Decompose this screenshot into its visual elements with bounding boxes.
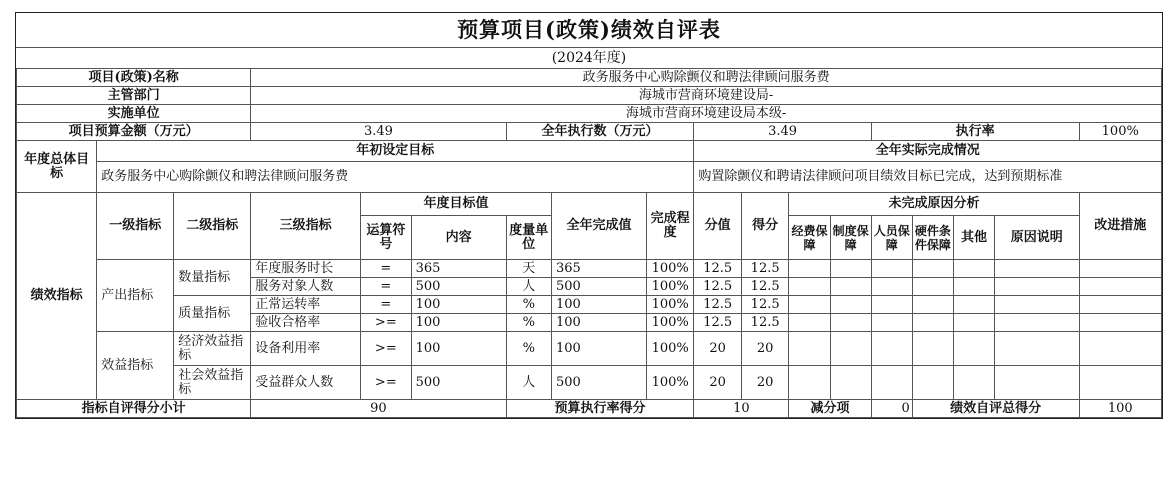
indicator-value: 365 — [551, 260, 646, 278]
level2-header: 二级指标 — [174, 193, 251, 260]
indicator-got: 12.5 — [741, 260, 788, 278]
indicator-content: 500 — [411, 366, 506, 400]
budget-value: 3.49 — [251, 123, 506, 141]
score-header: 分值 — [694, 193, 741, 260]
annual-goal-label: 年度总体目标 — [17, 141, 97, 193]
budget-score-value: 10 — [694, 400, 789, 418]
indicator-operator: = — [361, 296, 412, 314]
hardware-header: 硬件条件保障 — [912, 216, 953, 260]
indicator-got: 12.5 — [741, 296, 788, 314]
system-header: 制度保障 — [830, 216, 871, 260]
indicator-operator: >= — [361, 332, 412, 366]
annual-target-header: 年度目标值 — [361, 193, 552, 216]
evaluation-form — [15, 12, 1163, 419]
got-header: 得分 — [741, 193, 788, 260]
total-value: 100 — [1079, 400, 1162, 418]
indicator-operator: = — [361, 260, 412, 278]
annual-value-header: 全年完成值 — [551, 193, 646, 260]
indicator-score: 20 — [694, 332, 741, 366]
indicator-operator: = — [361, 278, 412, 296]
indicator-completion: 100% — [646, 366, 693, 400]
funding-header: 经费保障 — [789, 216, 830, 260]
indicator-value: 500 — [551, 366, 646, 400]
indicator-content: 100 — [411, 296, 506, 314]
level3-header: 三级指标 — [251, 193, 361, 260]
staff-header: 人员保障 — [871, 216, 912, 260]
operator-header: 运算符号 — [361, 216, 412, 260]
initial-goal-text: 政务服务中心购除颤仪和聘法律顾问服务费 — [97, 162, 694, 193]
indicator-score: 12.5 — [694, 278, 741, 296]
unit-label: 实施单位 — [17, 105, 251, 123]
deduct-label: 减分项 — [789, 400, 871, 418]
total-label: 绩效自评总得分 — [912, 400, 1079, 418]
indicator-content: 100 — [411, 314, 506, 332]
level1-header: 一级指标 — [97, 193, 174, 260]
project-name-label: 项目(政策)名称 — [17, 69, 251, 87]
rate-label: 执行率 — [871, 123, 1079, 141]
indicator-unit: 人 — [506, 278, 551, 296]
indicator-score: 20 — [694, 366, 741, 400]
budget-label: 项目预算金额（万元） — [17, 123, 251, 141]
indicator-name: 设备利用率 — [251, 332, 361, 366]
exec-value: 3.49 — [694, 123, 871, 141]
indicator-value: 500 — [551, 278, 646, 296]
dept-value: 海城市营商环境建设局- — [251, 87, 1162, 105]
rate-value: 100% — [1079, 123, 1162, 141]
group-economic: 经济效益指标 — [174, 332, 251, 366]
subtotal-label: 指标自评得分小计 — [17, 400, 251, 418]
indicator-completion: 100% — [646, 296, 693, 314]
project-name-value: 政务服务中心购除颤仪和聘法律顾问服务费 — [251, 69, 1162, 87]
budget-score-label: 预算执行率得分 — [506, 400, 694, 418]
content-header: 内容 — [411, 216, 506, 260]
indicator-value: 100 — [551, 296, 646, 314]
indicator-operator: >= — [361, 366, 412, 400]
indicator-completion: 100% — [646, 332, 693, 366]
actual-goal-text: 购置除颤仪和聘请法律顾问项目绩效目标已完成，达到预期标准 — [694, 162, 1162, 193]
indicator-name: 服务对象人数 — [251, 278, 361, 296]
indicator-value: 100 — [551, 314, 646, 332]
indicator-content: 100 — [411, 332, 506, 366]
indicator-unit: 人 — [506, 366, 551, 400]
indicator-unit: % — [506, 332, 551, 366]
perf-indicator-label: 绩效指标 — [17, 193, 97, 400]
indicator-score: 12.5 — [694, 296, 741, 314]
subtotal-value: 90 — [251, 400, 506, 418]
indicator-got: 12.5 — [741, 314, 788, 332]
indicator-unit: % — [506, 314, 551, 332]
group-social: 社会效益指标 — [174, 366, 251, 400]
indicator-completion: 100% — [646, 314, 693, 332]
unit-header: 度量单位 — [506, 216, 551, 260]
indicator-got: 20 — [741, 332, 788, 366]
other-header: 其他 — [953, 216, 994, 260]
deduct-value: 0 — [871, 400, 912, 418]
initial-goal-header: 年初设定目标 — [97, 141, 694, 162]
group-quantity: 数量指标 — [174, 260, 251, 296]
indicator-operator: >= — [361, 314, 412, 332]
indicator-value: 100 — [551, 332, 646, 366]
unit-value: 海城市营商环境建设局本级- — [251, 105, 1162, 123]
indicator-name: 受益群众人数 — [251, 366, 361, 400]
indicator-name: 验收合格率 — [251, 314, 361, 332]
dept-label: 主管部门 — [17, 87, 251, 105]
form-title: 预算项目(政策)绩效自评表 — [16, 13, 1162, 48]
indicator-completion: 100% — [646, 260, 693, 278]
indicator-score: 12.5 — [694, 314, 741, 332]
reason-header: 原因说明 — [995, 216, 1079, 260]
group-benefit: 效益指标 — [97, 332, 174, 400]
indicator-name: 年度服务时长 — [251, 260, 361, 278]
actual-goal-header: 全年实际完成情况 — [694, 141, 1162, 162]
indicator-completion: 100% — [646, 278, 693, 296]
indicator-content: 500 — [411, 278, 506, 296]
improve-header: 改进措施 — [1079, 193, 1162, 260]
form-year: (2024年度) — [551, 50, 627, 66]
indicator-score: 12.5 — [694, 260, 741, 278]
indicator-got: 12.5 — [741, 278, 788, 296]
indicator-name: 正常运转率 — [251, 296, 361, 314]
indicator-got: 20 — [741, 366, 788, 400]
completion-header: 完成程度 — [646, 193, 693, 260]
indicator-unit: % — [506, 296, 551, 314]
group-quality: 质量指标 — [174, 296, 251, 332]
exec-label: 全年执行数（万元） — [506, 123, 694, 141]
indicator-unit: 天 — [506, 260, 551, 278]
group-output: 产出指标 — [97, 260, 174, 332]
unfinished-header: 未完成原因分析 — [789, 193, 1079, 216]
evaluation-table — [16, 68, 1162, 418]
indicator-content: 365 — [411, 260, 506, 278]
